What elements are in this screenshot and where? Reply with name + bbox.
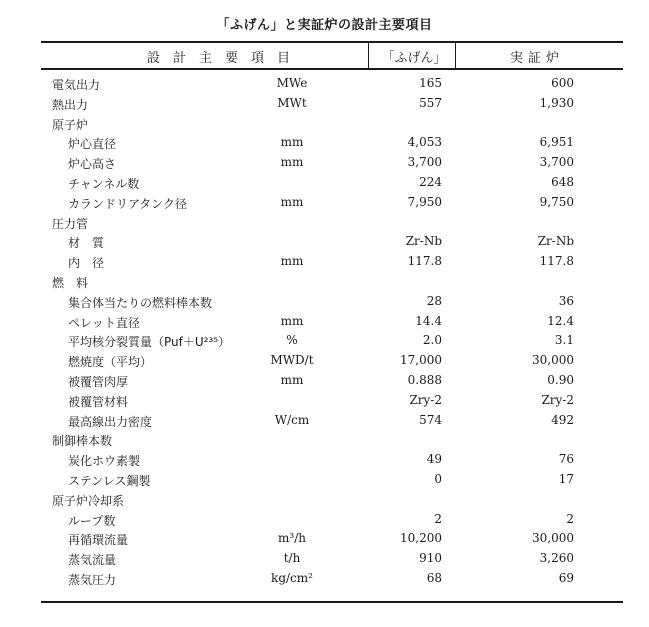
table-title: 「ふげん」と実証炉の設計主要項目 [216, 18, 433, 33]
row-item-name: 最高線出力密度 [68, 414, 153, 429]
row-fugen-value: 117.8 [407, 254, 442, 269]
row-prototype-value: 2 [566, 511, 574, 526]
header-divider-right [455, 42, 456, 69]
top-rule [41, 41, 623, 43]
row-item-name: 圧力管 [52, 216, 89, 231]
row-fugen-value: 7,950 [407, 194, 442, 209]
row-fugen-value: 49 [426, 452, 442, 467]
row-item-name: 被覆管材料 [68, 394, 129, 409]
row-fugen-value: 28 [426, 293, 442, 308]
table-row [0, 234, 649, 254]
row-item-name: 再循環流量 [68, 533, 129, 548]
header-item-column: 設計主要項目 [146, 51, 303, 66]
row-fugen-value: 165 [419, 76, 442, 90]
row-item-name: 燃焼度（平均） [68, 355, 153, 370]
row-unit: mm [280, 313, 304, 328]
table-row [0, 254, 649, 274]
table-row [0, 571, 649, 591]
row-item-name: 材 質 [68, 236, 105, 251]
row-item-name: 集合体当たりの燃料棒本数 [68, 295, 213, 310]
table-row [0, 353, 649, 373]
table-row [0, 492, 649, 512]
row-prototype-value: 1,930 [539, 95, 574, 110]
table-row [0, 294, 649, 314]
row-prototype-value: 3,260 [539, 551, 574, 566]
row-prototype-value: 30,000 [532, 531, 574, 546]
row-prototype-value: 117.8 [539, 254, 574, 269]
table-row [0, 76, 649, 96]
row-fugen-value: 14.4 [415, 313, 442, 328]
header-divider-left [368, 42, 369, 69]
row-item-name: 熱出力 [52, 97, 89, 112]
row-unit: MWt [277, 95, 307, 110]
row-unit: t/h [283, 551, 301, 566]
table-row [0, 116, 649, 136]
row-fugen-value: 224 [419, 175, 442, 189]
row-prototype-value: 3.1 [554, 333, 574, 348]
row-item-name: 燃 料 [52, 276, 89, 290]
row-item-name: チャンネル数 [68, 177, 140, 191]
row-unit: W/cm [274, 412, 310, 427]
table-row [0, 551, 649, 571]
row-prototype-value: Zr-Nb [537, 234, 574, 249]
table-row [0, 135, 649, 155]
table-row [0, 175, 649, 195]
table-row [0, 274, 649, 294]
row-prototype-value: Zry-2 [541, 392, 574, 407]
row-unit: m³/h [278, 531, 306, 546]
table-row [0, 333, 649, 353]
row-unit: mm [280, 254, 304, 269]
table-row [0, 432, 649, 452]
row-item-name: 原子炉 [52, 117, 89, 132]
row-item-name: ペレット直径 [68, 315, 140, 330]
row-item-name: 被覆管肉厚 [68, 375, 129, 389]
table-row [0, 452, 649, 472]
row-prototype-value: 76 [558, 452, 574, 467]
row-fugen-value: 557 [419, 95, 442, 110]
row-prototype-value: 9,750 [539, 194, 574, 209]
table-row [0, 155, 649, 175]
bottom-rule [41, 601, 623, 603]
row-unit: mm [280, 155, 304, 170]
row-item-name: ループ数 [68, 513, 116, 528]
row-unit: MWe [276, 76, 308, 90]
row-unit: mm [280, 373, 304, 387]
row-item-name: カランドリアタンク径 [68, 196, 187, 211]
row-unit: MWD/t [270, 353, 314, 368]
row-unit: kg/cm² [271, 571, 313, 585]
row-fugen-value: 910 [419, 551, 442, 566]
row-prototype-value: 12.4 [547, 313, 574, 328]
row-prototype-value: 3,700 [539, 155, 574, 170]
row-item-name: 電気出力 [52, 78, 101, 92]
table-row [0, 96, 649, 116]
row-prototype-value: 36 [558, 293, 574, 308]
row-fugen-value: 17,000 [400, 353, 442, 368]
row-fugen-value: 10,200 [400, 531, 442, 546]
row-prototype-value: 17 [558, 472, 574, 486]
table-row [0, 531, 649, 551]
row-prototype-value: 648 [551, 175, 574, 189]
row-fugen-value: Zr-Nb [405, 234, 442, 249]
table-row [0, 472, 649, 492]
row-item-name: 炉心直径 [68, 137, 117, 152]
table-row [0, 413, 649, 433]
header-prototype-column: 実証炉 [509, 51, 564, 66]
row-item-name: 炉心高さ [68, 157, 117, 172]
row-item-name: ステンレス鋼製 [68, 474, 151, 488]
row-item-name: 蒸気流量 [68, 553, 117, 568]
row-prototype-value: 6,951 [539, 135, 574, 150]
row-prototype-value: 492 [551, 412, 574, 427]
row-fugen-value: 0 [434, 472, 442, 486]
row-fugen-value: 0.888 [407, 373, 442, 387]
header-fugen-column: 「ふげん」 [381, 51, 447, 66]
table-row [0, 512, 649, 532]
row-unit: % [286, 333, 298, 348]
table-row [0, 195, 649, 215]
row-prototype-value: 0.90 [547, 373, 574, 387]
row-fugen-value: 2.0 [422, 333, 442, 348]
header-rule [41, 68, 623, 70]
table-row [0, 393, 649, 413]
row-unit: mm [280, 194, 304, 209]
row-item-name: 平均核分裂質量（Puf＋U²³⁵） [68, 335, 231, 350]
row-fugen-value: 3,700 [407, 155, 442, 170]
row-item-name: 制御棒本数 [52, 434, 113, 449]
row-fugen-value: 4,053 [407, 135, 442, 150]
table-row [0, 215, 649, 235]
row-fugen-value: 574 [419, 412, 442, 427]
row-item-name: 蒸気圧力 [68, 573, 117, 587]
row-item-name: 原子炉冷却系 [52, 493, 125, 508]
row-item-name: 炭化ホウ素製 [68, 454, 141, 469]
row-fugen-value: 68 [426, 571, 442, 585]
table-row [0, 314, 649, 334]
row-prototype-value: 69 [558, 571, 574, 585]
row-fugen-value: Zry-2 [409, 392, 442, 407]
row-fugen-value: 2 [434, 511, 442, 526]
row-item-name: 内 径 [68, 256, 105, 271]
row-prototype-value: 600 [551, 76, 574, 90]
row-prototype-value: 30,000 [532, 353, 574, 368]
table-row [0, 373, 649, 393]
row-unit: mm [280, 135, 304, 150]
